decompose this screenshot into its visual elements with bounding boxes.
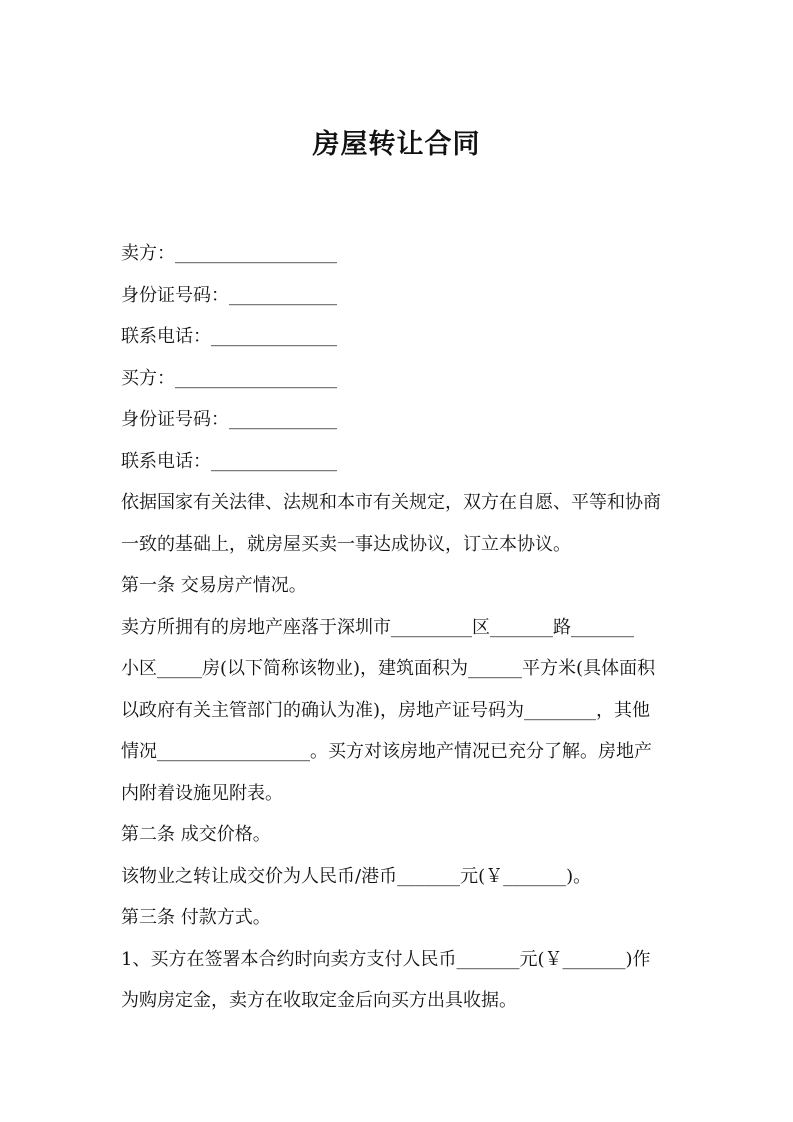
- article-2-line-1: 该物业之转让成交价为人民币/港币_______元(￥_______)。: [121, 865, 592, 887]
- seller-phone-field: 联系电话：______________: [121, 326, 337, 347]
- article-1-heading: 第一条 交易房产情况。: [121, 575, 307, 596]
- buyer-phone-field: 联系电话：______________: [121, 450, 337, 472]
- document-title: 房屋转让合同: [312, 129, 481, 160]
- document-body: [121, 233, 677, 1022]
- article-3-line-1: 1、买方在签署本合约时向卖方支付人民币_______元(￥_______)作: [121, 948, 651, 970]
- article-1-line-4: 情况_________________。买方对该房地产情况已充分了解。房地产: [121, 741, 652, 762]
- article-1-line-3: 以政府有关主管部门的确认为准)，房地产证号码为________，其他: [121, 699, 651, 721]
- buyer-id-field: 身份证号码：____________: [121, 409, 337, 430]
- article-1-line-2: 小区_____房(以下简称该物业)，建筑面积为______平方米(具体面积: [121, 658, 656, 679]
- article-3-line-2: 为购房定金，卖方在收取定金后向买方出具收据。: [121, 990, 517, 1011]
- article-3-heading: 第三条 付款方式。: [121, 907, 271, 928]
- preamble-line-2: 一致的基础上，就房屋买卖一事达成协议，订立本协议。: [121, 533, 571, 555]
- article-1-line-1: 卖方所拥有的房地产座落于深圳市_________区_______路_______: [121, 616, 634, 638]
- seller-id-field: 身份证号码：____________: [121, 284, 337, 306]
- buyer-name-field: 买方：__________________: [121, 367, 337, 389]
- seller-name-field: 卖方：__________________: [121, 243, 337, 264]
- article-2-heading: 第二条 成交价格。: [121, 824, 271, 845]
- preamble-line-1: 依据国家有关法律、法规和本市有关规定，双方在自愿、平等和协商: [121, 492, 661, 513]
- article-1-line-5: 内附着设施见附表。: [121, 782, 283, 804]
